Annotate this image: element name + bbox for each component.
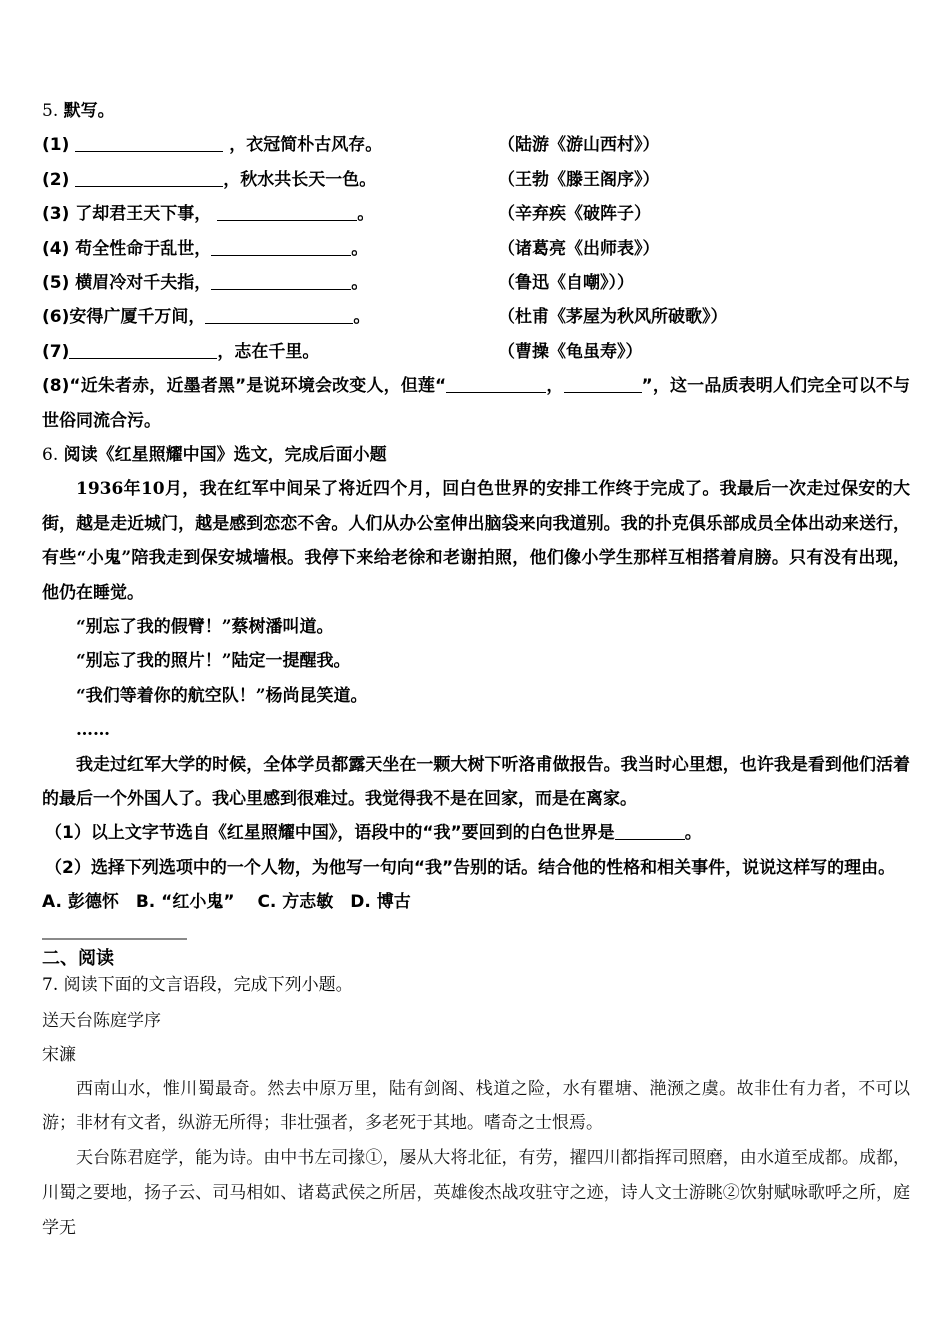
section-header: 二、阅读	[42, 947, 114, 969]
q5-title-row	[42, 94, 910, 128]
q6-dialogue-2: “别忘了我的照片！”陆定一提醒我。	[76, 651, 351, 672]
q5-item-7-post: ，志在千里。	[217, 341, 320, 362]
answer-line	[42, 938, 187, 940]
source-attribution: （曹操《龟虽寿》）	[498, 341, 643, 362]
q5-item-8-pre: (8)“近朱者赤，近墨者黑”是说环境会改变人，但莲“	[42, 376, 447, 397]
blank-field	[615, 827, 685, 840]
q6-paragraph-2: 我走过红军大学的时候，全体学员都露天坐在一颗大树下听洛甫做报告。我当时心里想，也许我是看到他们活着的最后一个外国人了。我心里感到很难过。我觉得我不是在回家，而是在离家。	[42, 754, 910, 810]
source-attribution: （诸葛亮《出师表》）	[498, 238, 660, 259]
q5-item-7	[42, 335, 910, 369]
blank-field	[205, 311, 353, 324]
q5-number: 5.	[42, 101, 59, 121]
q6-subquestion-2: （2）选择下列选项中的一个人物，为他写一句向“我”告别的话。结合他的性格和相关事件，说说这样写的理由。	[45, 857, 896, 878]
blank-field	[211, 243, 351, 256]
q5-item-8	[42, 369, 910, 438]
blank-field	[446, 380, 546, 393]
essay-paragraph-2: 天台陈君庭学，能为诗。由中书左司掾①，屡从大将北征，有劳，擢四川都指挥司照磨，由水道至成都。成都，川蜀之要地，扬子云、司马相如、诸葛武侯之所居，英雄俊杰战攻驻守之迹，诗人文士游眺②饮射赋咏歌呼之所，庭学无	[42, 1148, 910, 1238]
blank-field	[75, 174, 223, 187]
q5-item-4-post: 。	[351, 238, 369, 259]
q5-item-5-pre: (5) 横眉冷对千夫指，	[42, 272, 212, 293]
source-attribution: （辛弃疾《破阵子）	[498, 204, 651, 225]
q6-subq1-post: 。	[684, 823, 702, 844]
blank-field	[217, 208, 357, 221]
essay-paragraph-1: 西南山水，惟川蜀最奇。然去中原万里，陆有剑阁、栈道之险，水有瞿塘、滟滪之虞。故非仕有力者，不可以游；非材有文者，纵游无所得；非壮强者，多老死于其地。嗜奇之士恨焉。	[42, 1078, 910, 1134]
q6-subquestion-1	[42, 816, 910, 850]
q6-title: 阅读《红星照耀中国》选文，完成后面小题	[63, 444, 387, 465]
essay-author: 宋濂	[42, 1044, 76, 1065]
q5-title: 默写。	[63, 101, 115, 121]
blank-field	[564, 380, 642, 393]
q6-dialogue-1: “别忘了我的假臂！”蔡树潘叫道。	[76, 616, 334, 637]
q6-subq1-pre: （1）以上文字节选自《红星照耀中国》，语段中的“我”要回到的白色世界是	[45, 823, 615, 844]
q6-options: A. 彭德怀 B. “红小鬼” C. 方志敏 D. 博古	[42, 892, 411, 913]
source-attribution: （陆游《游山西村》）	[498, 135, 660, 156]
q5-item-2-post: ，秋水共长天一色。	[223, 169, 377, 190]
q6-ellipsis: ……	[76, 720, 110, 741]
q5-item-5-post: 。	[351, 272, 369, 293]
q5-item-8-mid: ，	[546, 376, 564, 397]
q5-item-6-post: 。	[353, 307, 371, 328]
q5-item-6	[42, 300, 910, 334]
q5-item-2	[42, 163, 910, 197]
q5-item-8-post: ”，这一品质表明人们完全可以不与世俗同流合污。	[42, 376, 910, 431]
q5-item-4-pre: (4) 苟全性命于乱世，	[42, 238, 212, 259]
q6-dialogue-3: “我们等着你的航空队！”杨尚昆笑道。	[76, 685, 368, 706]
q5-item-2-pre: (2)	[42, 169, 76, 190]
q5-item-7-pre: (7)	[42, 341, 70, 362]
essay-title: 送天台陈庭学序	[42, 1010, 161, 1031]
source-attribution: （杜甫《茅屋为秋风所破歌》）	[498, 307, 728, 328]
q7-title: 7. 阅读下面的文言语段，完成下列小题。	[42, 974, 353, 995]
q5-item-3	[42, 197, 910, 231]
q5-item-3-post: 。	[357, 204, 375, 225]
q5-item-1	[42, 128, 910, 162]
q6-paragraph: 1936年10月，我在红军中间呆了将近四个月，回白色世界的安排工作终于完成了。我最后一次走过保安的大街，越是走近城门，越是感到恋恋不舍。人们从办公室伸出脑袋来向我道别。我的扑克俱乐部成员全体出动来送行，有些“小鬼”陪我走到保安城墙根。我停下来给老徐和老谢拍照，他们像小学生那样互相搭着肩膀。只有没有出现，他仍在睡觉。	[42, 479, 910, 603]
q5-item-5	[42, 266, 910, 300]
blank-field	[75, 139, 223, 152]
q6-number: 6.	[42, 444, 59, 465]
blank-field	[69, 346, 217, 359]
q5-item-3-pre: (3) 了却君王天下事，	[42, 204, 218, 225]
q5-item-1-post: ，衣冠简朴古风存。	[223, 135, 383, 156]
blank-field	[211, 277, 351, 290]
q5-item-4	[42, 232, 910, 266]
source-attribution: （鲁迅《自嘲》））	[498, 272, 634, 293]
source-attribution: （王勃《滕王阁序》）	[498, 169, 660, 190]
q5-item-6-pre: (6)安得广厦千万间，	[42, 307, 206, 328]
q5-item-1-pre: (1)	[42, 135, 76, 156]
q6-title-row	[42, 438, 910, 472]
